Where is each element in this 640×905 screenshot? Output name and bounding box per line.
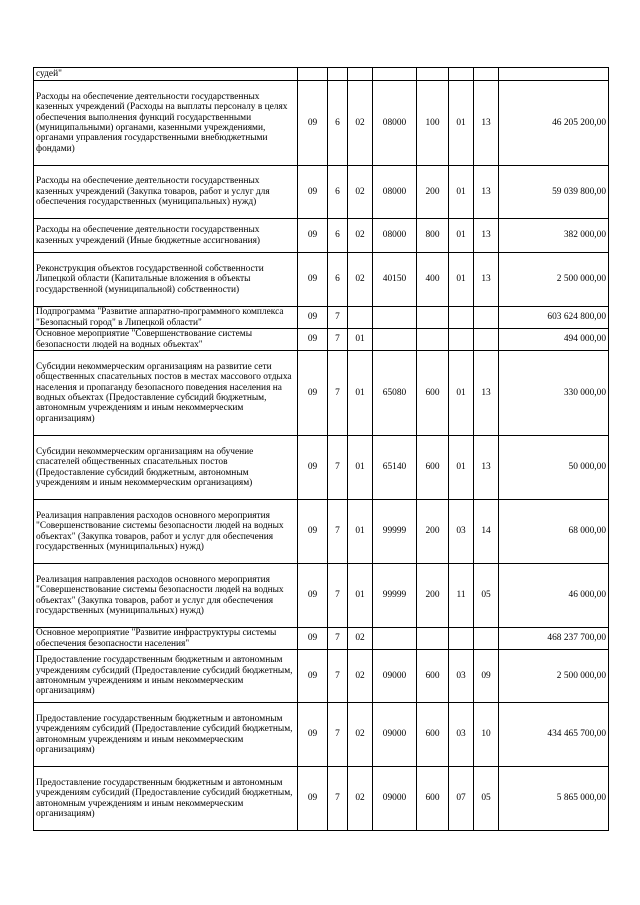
table-row xyxy=(34,329,609,351)
program-code-cell: 09 xyxy=(298,767,328,831)
amount-cell: 2 500 000,00 xyxy=(499,650,609,703)
subsection-cell: 13 xyxy=(474,219,499,253)
program-code-cell: 09 xyxy=(298,81,328,166)
expense-direction-cell xyxy=(373,329,417,351)
main-activity-code-cell xyxy=(348,307,373,329)
subsection-cell: 13 xyxy=(474,81,499,166)
subprogram-code-cell: 7 xyxy=(328,329,348,351)
expense-name-cell: Реализация направления расходов основного мероприятия "Совершенствование системы безопасности людей на водных объектах" (Закупка товаров, работ и услуг для обеспечения государственных (муниципальных) нужд) xyxy=(34,564,298,628)
section-cell: 01 xyxy=(449,166,474,219)
expense-type-cell xyxy=(417,307,449,329)
expense-type-cell: 600 xyxy=(417,767,449,831)
section-cell: 01 xyxy=(449,81,474,166)
subsection-cell xyxy=(474,307,499,329)
expense-direction-cell xyxy=(373,307,417,329)
section-cell: 07 xyxy=(449,767,474,831)
program-code-cell: 09 xyxy=(298,436,328,500)
budget-table-body xyxy=(34,68,609,831)
subprogram-code-cell: 6 xyxy=(328,81,348,166)
expense-name-cell: Субсидии некоммерческим организациям на обучение спасателей общественных спасательных постов (Предоставление субсидий бюджетным, автономным учреждениям и иным некоммерческим организациям) xyxy=(34,436,298,500)
table-row xyxy=(34,500,609,564)
expense-direction-cell: 65080 xyxy=(373,351,417,436)
main-activity-code-cell xyxy=(348,68,373,81)
section-cell xyxy=(449,628,474,650)
subsection-cell: 13 xyxy=(474,253,499,307)
program-code-cell: 09 xyxy=(298,307,328,329)
main-activity-code-cell: 02 xyxy=(348,219,373,253)
expense-type-cell: 600 xyxy=(417,351,449,436)
amount-cell: 59 039 800,00 xyxy=(499,166,609,219)
expense-name-cell: Основное мероприятие "Совершенствование системы безопасности людей на водных объектах" xyxy=(34,329,298,351)
table-row xyxy=(34,81,609,166)
subprogram-code-cell: 7 xyxy=(328,650,348,703)
subprogram-code-cell: 7 xyxy=(328,628,348,650)
amount-cell: 2 500 000,00 xyxy=(499,253,609,307)
subprogram-code-cell: 7 xyxy=(328,436,348,500)
expense-direction-cell: 99999 xyxy=(373,564,417,628)
program-code-cell: 09 xyxy=(298,703,328,767)
subprogram-code-cell xyxy=(328,68,348,81)
section-cell: 01 xyxy=(449,253,474,307)
table-row xyxy=(34,253,609,307)
section-cell: 03 xyxy=(449,650,474,703)
expense-name-cell: Реконструкция объектов государственной собственности Липецкой области (Капитальные вложения в объекты государственной (муниципальной) собственности) xyxy=(34,253,298,307)
table-row xyxy=(34,307,609,329)
section-cell xyxy=(449,68,474,81)
section-cell: 03 xyxy=(449,703,474,767)
expense-type-cell: 200 xyxy=(417,500,449,564)
table-row xyxy=(34,703,609,767)
subsection-cell: 10 xyxy=(474,703,499,767)
expense-type-cell: 200 xyxy=(417,564,449,628)
amount-cell: 434 465 700,00 xyxy=(499,703,609,767)
program-code-cell: 09 xyxy=(298,500,328,564)
expense-direction-cell: 65140 xyxy=(373,436,417,500)
amount-cell: 68 000,00 xyxy=(499,500,609,564)
subsection-cell xyxy=(474,628,499,650)
amount-cell: 494 000,00 xyxy=(499,329,609,351)
subsection-cell xyxy=(474,329,499,351)
subprogram-code-cell: 7 xyxy=(328,500,348,564)
amount-cell: 5 865 000,00 xyxy=(499,767,609,831)
subprogram-code-cell: 7 xyxy=(328,703,348,767)
subsection-cell: 05 xyxy=(474,767,499,831)
expense-direction-cell xyxy=(373,628,417,650)
main-activity-code-cell: 01 xyxy=(348,500,373,564)
main-activity-code-cell: 02 xyxy=(348,253,373,307)
expense-name-cell: судей" xyxy=(34,68,298,81)
expense-direction-cell: 09000 xyxy=(373,703,417,767)
expense-direction-cell: 09000 xyxy=(373,650,417,703)
program-code-cell: 09 xyxy=(298,564,328,628)
expense-type-cell: 100 xyxy=(417,81,449,166)
amount-cell xyxy=(499,68,609,81)
expense-type-cell: 800 xyxy=(417,219,449,253)
subsection-cell: 13 xyxy=(474,351,499,436)
expense-name-cell: Предоставление государственным бюджетным и автономным учреждениям субсидий (Предоставление субсидий бюджетным, автономным учреждениям и иным некоммерческим организациям) xyxy=(34,650,298,703)
program-code-cell: 09 xyxy=(298,166,328,219)
main-activity-code-cell: 01 xyxy=(348,329,373,351)
expense-direction-cell: 99999 xyxy=(373,500,417,564)
amount-cell: 46 000,00 xyxy=(499,564,609,628)
main-activity-code-cell: 02 xyxy=(348,767,373,831)
table-row xyxy=(34,351,609,436)
table-row xyxy=(34,650,609,703)
subsection-cell xyxy=(474,68,499,81)
subsection-cell: 13 xyxy=(474,436,499,500)
amount-cell: 330 000,00 xyxy=(499,351,609,436)
expense-direction-cell: 08000 xyxy=(373,219,417,253)
subprogram-code-cell: 7 xyxy=(328,351,348,436)
main-activity-code-cell: 02 xyxy=(348,81,373,166)
main-activity-code-cell: 02 xyxy=(348,166,373,219)
amount-cell: 603 624 800,00 xyxy=(499,307,609,329)
table-row xyxy=(34,219,609,253)
expense-direction-cell: 08000 xyxy=(373,166,417,219)
section-cell: 01 xyxy=(449,351,474,436)
expense-direction-cell: 09000 xyxy=(373,767,417,831)
program-code-cell: 09 xyxy=(298,650,328,703)
amount-cell: 46 205 200,00 xyxy=(499,81,609,166)
table-row xyxy=(34,436,609,500)
subsection-cell: 05 xyxy=(474,564,499,628)
expense-direction-cell: 40150 xyxy=(373,253,417,307)
amount-cell: 50 000,00 xyxy=(499,436,609,500)
expense-type-cell xyxy=(417,329,449,351)
subprogram-code-cell: 6 xyxy=(328,253,348,307)
section-cell: 11 xyxy=(449,564,474,628)
expense-type-cell xyxy=(417,68,449,81)
main-activity-code-cell: 01 xyxy=(348,436,373,500)
expense-name-cell: Расходы на обеспечение деятельности государственных казенных учреждений (Расходы на выплаты персоналу в целях обеспечения выполнения функций государственными (муниципальными) органами, казенными учреждениями, органами управления государственными внебюджетными фондами) xyxy=(34,81,298,166)
expense-type-cell: 400 xyxy=(417,253,449,307)
expense-direction-cell: 08000 xyxy=(373,81,417,166)
table-row xyxy=(34,166,609,219)
amount-cell: 382 000,00 xyxy=(499,219,609,253)
subprogram-code-cell: 7 xyxy=(328,564,348,628)
expense-name-cell: Основное мероприятие "Развитие инфраструктуры системы обеспечения безопасности населения" xyxy=(34,628,298,650)
program-code-cell: 09 xyxy=(298,351,328,436)
program-code-cell: 09 xyxy=(298,329,328,351)
expense-name-cell: Подпрограмма "Развитие аппаратно-программного комплекса "Безопасный город" в Липецкой области" xyxy=(34,307,298,329)
subprogram-code-cell: 6 xyxy=(328,166,348,219)
table-row xyxy=(34,68,609,81)
expense-type-cell: 600 xyxy=(417,650,449,703)
section-cell xyxy=(449,329,474,351)
expense-type-cell: 200 xyxy=(417,166,449,219)
expense-name-cell: Субсидии некоммерческим организациям на развитие сети общественных спасательных постов в местах массового отдыха населения и пропаганду безопасного поведения населения на водных объектах (Предоставление субсидий бюджетным, автономным учреждениям и иным некоммерческим организациям) xyxy=(34,351,298,436)
expense-name-cell: Реализация направления расходов основного мероприятия "Совершенствование системы безопасности людей на водных объектах" (Закупка товаров, работ и услуг для обеспечения государственных (муниципальных) нужд) xyxy=(34,500,298,564)
main-activity-code-cell: 02 xyxy=(348,650,373,703)
budget-table xyxy=(33,67,609,831)
main-activity-code-cell: 02 xyxy=(348,703,373,767)
expense-name-cell: Предоставление государственным бюджетным и автономным учреждениям субсидий (Предоставление субсидий бюджетным, автономным учреждениям и иным некоммерческим организациям) xyxy=(34,767,298,831)
section-cell: 01 xyxy=(449,436,474,500)
table-row xyxy=(34,628,609,650)
program-code-cell xyxy=(298,68,328,81)
section-cell: 01 xyxy=(449,219,474,253)
subprogram-code-cell: 7 xyxy=(328,767,348,831)
subprogram-code-cell: 6 xyxy=(328,219,348,253)
program-code-cell: 09 xyxy=(298,253,328,307)
program-code-cell: 09 xyxy=(298,628,328,650)
subsection-cell: 09 xyxy=(474,650,499,703)
program-code-cell: 09 xyxy=(298,219,328,253)
amount-cell: 468 237 700,00 xyxy=(499,628,609,650)
expense-name-cell: Предоставление государственным бюджетным и автономным учреждениям субсидий (Предоставление субсидий бюджетным, автономным учреждениям и иным некоммерческим организациям) xyxy=(34,703,298,767)
expense-name-cell: Расходы на обеспечение деятельности государственных казенных учреждений (Закупка товаров, работ и услуг для обеспечения государственных (муниципальных) нужд) xyxy=(34,166,298,219)
main-activity-code-cell: 01 xyxy=(348,564,373,628)
table-row xyxy=(34,767,609,831)
subprogram-code-cell: 7 xyxy=(328,307,348,329)
section-cell xyxy=(449,307,474,329)
main-activity-code-cell: 02 xyxy=(348,628,373,650)
expense-type-cell xyxy=(417,628,449,650)
subsection-cell: 14 xyxy=(474,500,499,564)
expense-type-cell: 600 xyxy=(417,436,449,500)
section-cell: 03 xyxy=(449,500,474,564)
expense-name-cell: Расходы на обеспечение деятельности государственных казенных учреждений (Иные бюджетные ассигнования) xyxy=(34,219,298,253)
subsection-cell: 13 xyxy=(474,166,499,219)
expense-type-cell: 600 xyxy=(417,703,449,767)
table-row xyxy=(34,564,609,628)
main-activity-code-cell: 01 xyxy=(348,351,373,436)
expense-direction-cell xyxy=(373,68,417,81)
